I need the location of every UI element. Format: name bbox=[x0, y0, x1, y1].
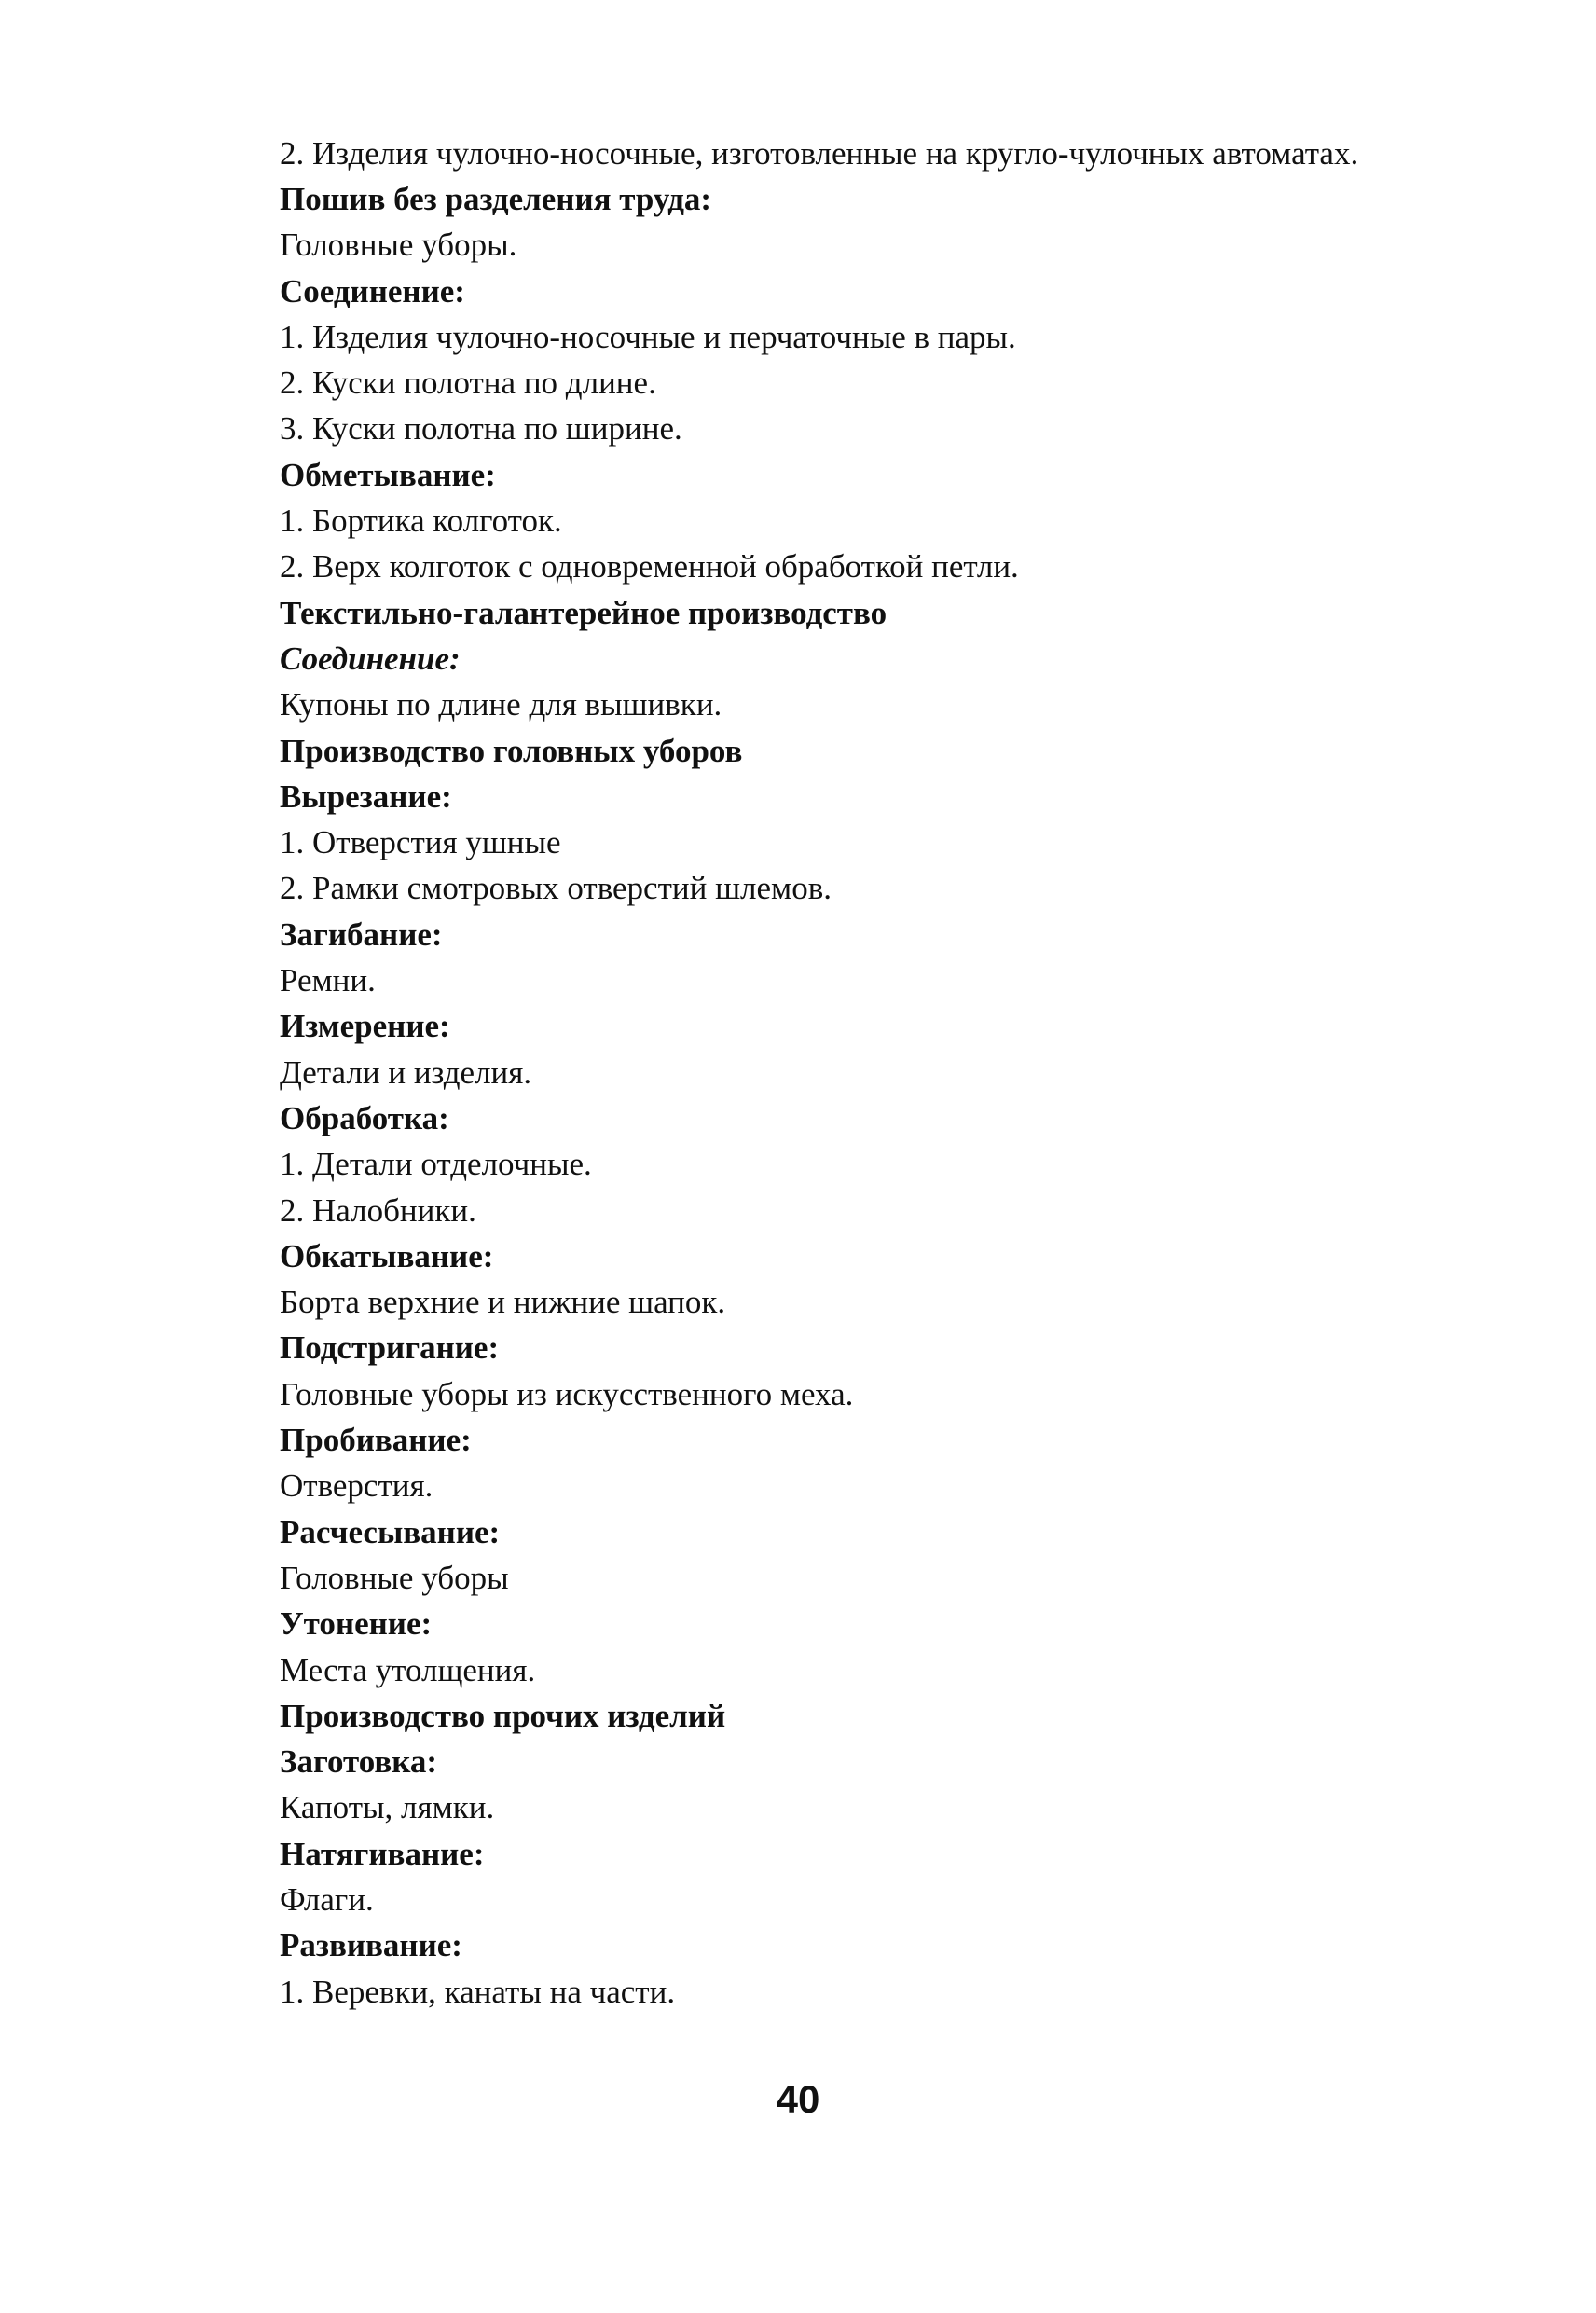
text-line: Ремни. bbox=[280, 962, 376, 999]
subheading-line: Соединение: bbox=[280, 640, 461, 677]
subheading-line: Развивание: bbox=[280, 1927, 462, 1964]
text-line: Головные уборы. bbox=[280, 227, 517, 264]
subheading-line: Натягивание: bbox=[280, 1835, 485, 1872]
subheading-line: Обкатывание: bbox=[280, 1237, 494, 1274]
text-line: Места утолщения. bbox=[280, 1651, 536, 1688]
text-line: 1. Бортика колготок. bbox=[280, 503, 562, 540]
intro-text: 2. Изделия чулочно-носочные, изготовленные на кругло-чулочных автоматах. bbox=[280, 135, 1359, 172]
intro-paragraph bbox=[168, 131, 1436, 176]
subheading-line: Пробивание: bbox=[280, 1422, 472, 1459]
text-line: Детали и изделия. bbox=[280, 1053, 532, 1091]
text-line: Борта верхние и нижние шапок. bbox=[280, 1284, 726, 1321]
subheading-line: Заготовка: bbox=[280, 1743, 438, 1781]
subheading-line: Утонение: bbox=[280, 1605, 433, 1643]
text-line: Головные уборы bbox=[280, 1559, 509, 1596]
subheading-line: Расчесывание: bbox=[280, 1513, 501, 1550]
text-line: 2. Верх колготок с одновременной обработкой петли. bbox=[280, 548, 1019, 585]
text-line: Головные уборы из искусственного меха. bbox=[280, 1375, 854, 1412]
section-heading-line: Производство прочих изделий bbox=[280, 1697, 726, 1734]
text-line: Купоны по длине для вышивки. bbox=[280, 686, 722, 723]
text-line: 2. Рамки смотровых отверстий шлемов. bbox=[280, 870, 832, 907]
page-number: 40 bbox=[776, 2077, 820, 2121]
subheading-line: Загибание: bbox=[280, 916, 443, 953]
text-line: 1. Изделия чулочно-носочные и перчаточные в пары. bbox=[280, 318, 1016, 355]
subheading-line: Обработка: bbox=[280, 1099, 449, 1136]
text-line: 1. Отверстия ушные bbox=[280, 824, 561, 861]
subheading-line: Соединение: bbox=[280, 272, 465, 310]
subheading-line: Подстригание: bbox=[280, 1329, 500, 1367]
text-line: Отверстия. bbox=[280, 1467, 433, 1505]
page-content bbox=[280, 131, 1436, 2015]
section-heading-line: Текстильно-галантерейное производство bbox=[280, 594, 887, 631]
text-line: 1. Веревки, канаты на части. bbox=[280, 1973, 676, 2010]
subheading-line: Обметывание: bbox=[280, 456, 496, 493]
text-line: Капоты, лямки. bbox=[280, 1789, 495, 1826]
text-line: 2. Налобники. bbox=[280, 1191, 476, 1229]
subheading-line: Пошив без разделения труда: bbox=[280, 181, 712, 217]
section-heading-line: Производство головных уборов bbox=[280, 732, 743, 769]
text-line: Флаги. bbox=[280, 1880, 374, 1918]
subheading-line: Вырезание: bbox=[280, 778, 452, 815]
text-line: 3. Куски полотна по ширине. bbox=[280, 410, 682, 447]
text-line: 1. Детали отделочные. bbox=[280, 1146, 592, 1183]
text-line: 2. Куски полотна по длине. bbox=[280, 365, 656, 402]
subheading-line: Измерение: bbox=[280, 1008, 450, 1045]
text-lines bbox=[280, 176, 1436, 2015]
